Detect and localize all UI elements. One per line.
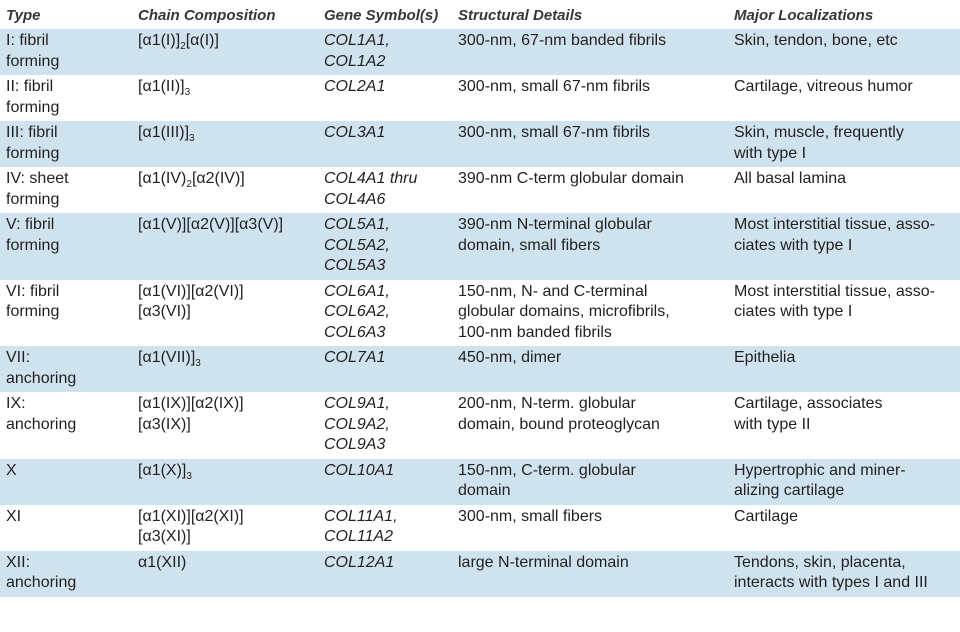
chain-line (138, 553, 312, 574)
cell-major-localizations (728, 29, 960, 75)
cell-major-localizations (728, 505, 960, 551)
localization-line: ciates with type I (734, 236, 853, 254)
table-row (0, 121, 960, 167)
cell-type (0, 75, 132, 121)
localization-line: interacts with types I and III (734, 574, 928, 591)
cell-gene-symbols (318, 392, 452, 459)
chain-text: [α3(XI)] (138, 528, 191, 545)
chain-text: [α1(IV) (138, 170, 187, 187)
cell-gene-symbols (318, 167, 452, 213)
table-row (0, 29, 960, 75)
cell-structural-details (452, 346, 728, 392)
cell-structural-details (452, 213, 728, 280)
cell-gene-symbols (318, 75, 452, 121)
details-line: 390-nm N-terminal globular (458, 216, 652, 233)
gene-line: COL12A1 (324, 553, 395, 571)
cell-chain-composition (132, 551, 318, 597)
details-line: large N-terminal domain (458, 553, 629, 571)
type-line: XII: (6, 553, 31, 571)
cell-type (0, 29, 132, 75)
details-line: 100-nm banded fibrils (458, 323, 612, 341)
table-row (0, 280, 960, 347)
localization-line: alizing cartilage (734, 482, 845, 499)
chain-text: [α1(III)] (138, 124, 190, 141)
cell-major-localizations (728, 392, 960, 459)
table-row (0, 167, 960, 213)
type-line: anchoring (6, 369, 77, 387)
cell-chain-composition (132, 121, 318, 167)
chain-text: [α1(V)][α2(V)][α3(V)] (138, 216, 284, 233)
chain-line (138, 302, 312, 323)
gene-line: COL5A2, (324, 236, 390, 254)
chain-line (138, 123, 312, 150)
gene-line: COL5A1, (324, 216, 390, 233)
details-line: domain (458, 482, 511, 499)
cell-gene-symbols (318, 505, 452, 551)
details-line: 450-nm, dimer (458, 349, 562, 366)
table-row (0, 459, 960, 505)
gene-line: COL6A2, (324, 303, 390, 320)
localization-line: Most interstitial tissue, asso- (734, 282, 935, 300)
chain-subscript: 3 (189, 133, 195, 144)
type-line: II: fibril (6, 78, 54, 95)
gene-line: COL6A3 (324, 323, 386, 341)
cell-major-localizations (728, 280, 960, 347)
cell-gene-symbols (318, 29, 452, 75)
type-line: IX: (6, 395, 26, 412)
chain-line (138, 215, 312, 236)
localization-line: with type II (734, 415, 811, 433)
details-line: 300-nm, small 67-nm fibrils (458, 124, 651, 141)
localization-line: Cartilage (734, 507, 799, 525)
chain-text: [α1(X)] (138, 461, 187, 479)
type-line: I: fibril (6, 32, 49, 49)
cell-type (0, 213, 132, 280)
cell-structural-details (452, 392, 728, 459)
localization-line: All basal lamina (734, 170, 847, 187)
localization-line: Tendons, skin, placenta, (734, 553, 906, 571)
type-line: forming (6, 144, 60, 162)
details-line: 150-nm, C-term. globular (458, 461, 636, 479)
cell-type (0, 392, 132, 459)
cell-structural-details (452, 121, 728, 167)
type-line: X (6, 461, 17, 479)
gene-line: COL1A1, (324, 32, 390, 49)
table-row (0, 505, 960, 551)
cell-major-localizations (728, 346, 960, 392)
cell-gene-symbols (318, 346, 452, 392)
cell-major-localizations (728, 75, 960, 121)
gene-line: COL3A1 (324, 124, 386, 141)
cell-gene-symbols (318, 121, 452, 167)
gene-line: COL1A2 (324, 52, 386, 70)
chain-text: [α1(II)] (138, 78, 185, 95)
cell-structural-details (452, 29, 728, 75)
chain-line (138, 169, 312, 196)
table-row (0, 346, 960, 392)
header-row (0, 0, 960, 29)
type-line: anchoring (6, 574, 77, 591)
localization-line: Cartilage, associates (734, 395, 883, 412)
cell-major-localizations (728, 551, 960, 597)
chain-line (138, 527, 312, 548)
cell-chain-composition (132, 280, 318, 347)
details-line: globular domains, microfibrils, (458, 303, 670, 320)
chain-subscript: 2 (180, 41, 186, 52)
type-line: forming (6, 303, 60, 320)
chain-text: [α3(IX)] (138, 415, 191, 433)
type-line: forming (6, 236, 60, 254)
localization-line: Skin, muscle, frequently (734, 124, 904, 141)
cell-chain-composition (132, 392, 318, 459)
cell-chain-composition (132, 505, 318, 551)
details-line: 390-nm C-term globular domain (458, 170, 684, 187)
cell-chain-composition (132, 167, 318, 213)
gene-line: COL4A1 thru (324, 170, 418, 187)
type-line: V: fibril (6, 216, 55, 233)
cell-type (0, 346, 132, 392)
localization-line: ciates with type I (734, 303, 853, 320)
gene-line: COL11A2 (324, 528, 394, 545)
chain-text: [α1(I)] (138, 32, 181, 49)
cell-type (0, 459, 132, 505)
details-line: 300-nm, small 67-nm fibrils (458, 78, 651, 95)
cell-chain-composition (132, 459, 318, 505)
chain-line (138, 348, 312, 375)
type-line: III: fibril (6, 124, 58, 141)
chain-text: [α2(IV)] (191, 170, 245, 187)
header-major-localizations: Major Localizations (734, 6, 874, 24)
gene-line: COL11A1, (324, 507, 398, 525)
table-row (0, 551, 960, 597)
cell-type (0, 167, 132, 213)
cell-chain-composition (132, 346, 318, 392)
type-line: IV: sheet (6, 170, 69, 187)
cell-structural-details (452, 551, 728, 597)
chain-text: [α1(XI)][α2(XI)] (138, 507, 244, 525)
details-line: 300-nm, small fibers (458, 507, 603, 525)
details-line: 200-nm, N-term. globular (458, 395, 636, 412)
cell-major-localizations (728, 213, 960, 280)
type-line: VI: fibril (6, 282, 60, 300)
header-gene-symbols: Gene Symbol(s) (324, 6, 439, 24)
localization-line: Skin, tendon, bone, etc (734, 32, 898, 49)
table-row (0, 75, 960, 121)
gene-line: COL10A1 (324, 461, 395, 479)
gene-line: COL9A2, (324, 415, 390, 433)
details-line: domain, small fibers (458, 236, 601, 254)
gene-line: COL9A1, (324, 395, 390, 412)
localization-line: Hypertrophic and miner- (734, 461, 906, 479)
cell-structural-details (452, 167, 728, 213)
chain-text: α1(XII) (138, 553, 187, 571)
gene-line: COL4A6 (324, 190, 386, 208)
localization-line: with type I (734, 144, 807, 162)
gene-line: COL7A1 (324, 349, 386, 366)
type-line: forming (6, 190, 60, 208)
cell-type (0, 551, 132, 597)
cell-gene-symbols (318, 280, 452, 347)
chain-subscript: 3 (195, 358, 201, 369)
cell-chain-composition (132, 213, 318, 280)
type-line: anchoring (6, 415, 77, 433)
cell-major-localizations (728, 459, 960, 505)
type-line: forming (6, 52, 60, 70)
chain-line (138, 461, 312, 488)
localization-line: Most interstitial tissue, asso- (734, 216, 935, 233)
chain-line (138, 507, 312, 528)
chain-text: [α1(IX)][α2(IX)] (138, 395, 244, 412)
cell-type (0, 280, 132, 347)
type-line: XI (6, 507, 22, 525)
chain-text: [α3(VI)] (138, 303, 191, 320)
details-line: 300-nm, 67-nm banded fibrils (458, 32, 667, 49)
cell-structural-details (452, 280, 728, 347)
chain-text: [α1(VII)] (138, 349, 196, 366)
chain-subscript: 2 (186, 179, 192, 190)
cell-chain-composition (132, 29, 318, 75)
cell-gene-symbols (318, 551, 452, 597)
gene-line: COL5A3 (324, 257, 386, 274)
table-row (0, 213, 960, 280)
chain-text: [α1(VI)][α2(VI)] (138, 282, 244, 300)
cell-chain-composition (132, 75, 318, 121)
chain-text: [α(I)] (185, 32, 219, 49)
cell-major-localizations (728, 167, 960, 213)
gene-line: COL6A1, (324, 282, 390, 300)
table-row (0, 392, 960, 459)
chain-line (138, 77, 312, 104)
table-body (0, 29, 960, 597)
type-line: forming (6, 98, 60, 116)
chain-line (138, 394, 312, 415)
cell-type (0, 505, 132, 551)
chain-line (138, 282, 312, 303)
cell-major-localizations (728, 121, 960, 167)
type-line: VII: (6, 349, 31, 366)
gene-line: COL2A1 (324, 78, 386, 95)
cell-structural-details (452, 459, 728, 505)
details-line: domain, bound proteoglycan (458, 415, 660, 433)
header-chain-composition: Chain Composition (138, 6, 276, 24)
gene-line: COL9A3 (324, 436, 386, 453)
localization-line: Cartilage, vitreous humor (734, 78, 913, 95)
cell-structural-details (452, 505, 728, 551)
cell-structural-details (452, 75, 728, 121)
header-type: Type (6, 6, 41, 24)
header-structural-details: Structural Details (458, 6, 583, 24)
chain-line (138, 31, 312, 58)
cell-type (0, 121, 132, 167)
localization-line: Epithelia (734, 349, 796, 366)
chain-subscript: 3 (186, 470, 192, 482)
cell-gene-symbols (318, 459, 452, 505)
chain-subscript: 3 (184, 87, 191, 98)
cell-gene-symbols (318, 213, 452, 280)
chain-line (138, 415, 312, 436)
details-line: 150-nm, N- and C-terminal (458, 282, 648, 300)
